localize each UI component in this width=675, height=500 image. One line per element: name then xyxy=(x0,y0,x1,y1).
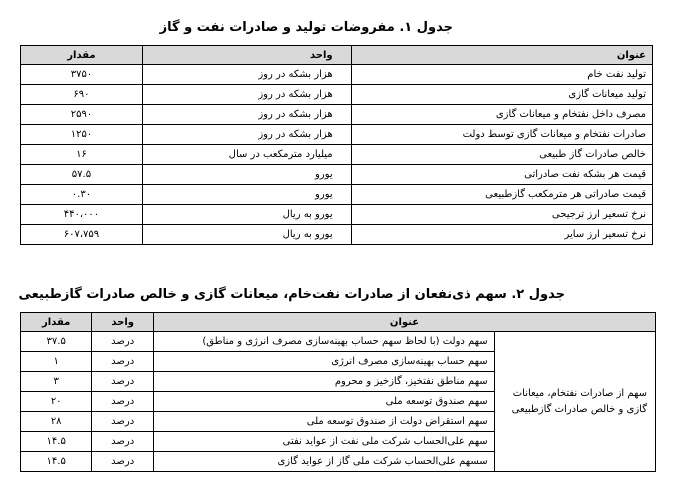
cell-title: نرخ تسعیر ارز سایر xyxy=(351,225,652,245)
cell-title: صادرات نفتخام و میعانات گازی توسط دولت xyxy=(351,125,652,145)
table-row xyxy=(21,145,653,165)
cell-unit: درصد xyxy=(92,412,154,432)
table1 xyxy=(20,45,653,245)
cell-unit: درصد xyxy=(92,372,154,392)
cell-value: ۱۲۵۰ xyxy=(21,125,143,145)
table-row xyxy=(21,85,653,105)
cell-title: سهم استقراض دولت از صندوق توسعه ملی xyxy=(154,412,495,432)
cell-value: ۶۹۰ xyxy=(21,85,143,105)
cell-title: قیمت هر بشکه نفت صادراتی xyxy=(351,165,652,185)
cell-title: تولید میعانات گازی xyxy=(351,85,652,105)
table1-caption: جدول ۱. مفروضات تولید و صادرات نفت و گاز xyxy=(159,20,453,35)
cell-value: ۲۵۹۰ xyxy=(21,105,143,125)
cell-title: قیمت صادراتی هر مترمکعب گازطبیعی xyxy=(351,185,652,205)
cell-value: ۴۴۰،۰۰۰ xyxy=(21,205,143,225)
cell-unit: درصد xyxy=(92,452,154,472)
cell-value: ۱۴.۵ xyxy=(21,432,92,452)
cell-title: سهم حساب بهینه‌سازی مصرف انرژی xyxy=(154,352,495,372)
cell-title: سسهم علی‌الحساب شرکت ملی گاز از عواید گازی xyxy=(154,452,495,472)
cell-value: ۰.۳۰ xyxy=(21,185,143,205)
column-header-value: مقدار xyxy=(21,313,92,332)
cell-title: سهم علی‌الحساب شرکت ملی نفت از عواید نفتی xyxy=(154,432,495,452)
cell-value: ۲۰ xyxy=(21,392,92,412)
table-row xyxy=(21,185,653,205)
cell-value: ۳۷۵۰ xyxy=(21,65,143,85)
cell-unit: یورو به ریال xyxy=(142,205,351,225)
cell-value: ۱ xyxy=(21,352,92,372)
cell-unit: درصد xyxy=(92,392,154,412)
group-label-cell: سهم از صادرات نفتخام، میعانات گازی و خالص صادرات گازطبیعی xyxy=(494,332,655,472)
cell-unit: هزار بشکه در روز xyxy=(142,85,351,105)
table-row xyxy=(21,225,653,245)
cell-title: مصرف داخل نفتخام و میعانات گازی xyxy=(351,105,652,125)
cell-value: ۲۸ xyxy=(21,412,92,432)
cell-title: نرخ تسعیر ارز ترجیحی xyxy=(351,205,652,225)
column-header-title: عنوان xyxy=(351,46,652,65)
cell-unit: هزار بشکه در روز xyxy=(142,125,351,145)
column-header-unit: واحد xyxy=(142,46,351,65)
table2-caption: جدول ۲. سهم ذی‌نفعان از صادرات نفت‌خام، میعانات گازی و خالص صادرات گازطبیعی xyxy=(18,287,565,302)
cell-unit: یورو xyxy=(142,185,351,205)
cell-value: ۱۶ xyxy=(21,145,143,165)
cell-value: ۳ xyxy=(21,372,92,392)
cell-unit: هزار بشکه در روز xyxy=(142,65,351,85)
table-row xyxy=(21,65,653,85)
column-header-unit: واحد xyxy=(92,313,154,332)
cell-title: تولید نفت خام xyxy=(351,65,652,85)
cell-value: ۳۷.۵ xyxy=(21,332,92,352)
cell-unit: یورو به ریال xyxy=(142,225,351,245)
cell-unit: درصد xyxy=(92,332,154,352)
table-row xyxy=(21,165,653,185)
cell-unit: درصد xyxy=(92,432,154,452)
cell-value: ۵۷.۵ xyxy=(21,165,143,185)
table-row xyxy=(21,105,653,125)
cell-unit: درصد xyxy=(92,352,154,372)
cell-title: سهم مناطق نفتخیز، گازخیز و محروم xyxy=(154,372,495,392)
table-row xyxy=(21,332,656,352)
cell-title: سهم صندوق توسعه ملی xyxy=(154,392,495,412)
column-header-title: عنوان xyxy=(154,313,656,332)
table2 xyxy=(20,312,656,472)
cell-unit: هزار بشکه در روز xyxy=(142,105,351,125)
table-row xyxy=(21,125,653,145)
table-row xyxy=(21,205,653,225)
cell-value: ۶۰۷،۷۵۹ xyxy=(21,225,143,245)
column-header-value: مقدار xyxy=(21,46,143,65)
cell-title: سهم دولت (با لحاظ سهم حساب بهینه‌سازی مصرف انرژی و مناطق) xyxy=(154,332,495,352)
cell-unit: یورو xyxy=(142,165,351,185)
cell-value: ۱۴.۵ xyxy=(21,452,92,472)
table-header-row xyxy=(21,46,653,65)
table-header-row xyxy=(21,313,656,332)
cell-title: خالص صادرات گاز طبیعی xyxy=(351,145,652,165)
cell-unit: میلیارد مترمکعب در سال xyxy=(142,145,351,165)
